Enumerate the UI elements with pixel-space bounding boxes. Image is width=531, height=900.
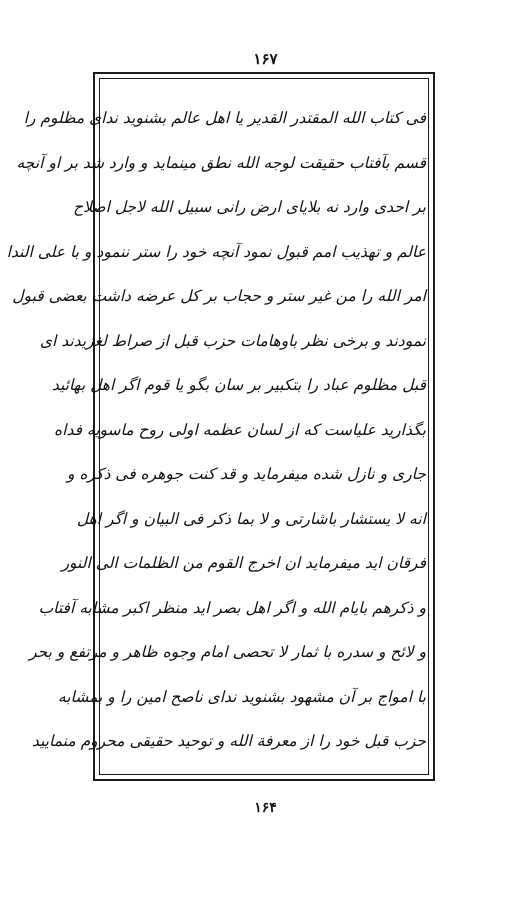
text-line: جاری و نازل شده میفرماید و قد کنت جوهره فی ذکره و [67, 465, 426, 483]
text-line: فرقان اید میفرماید ان اخرج القوم من الظلمات الی النور [61, 554, 426, 572]
text-line: فی کتاب الله المقتدر القدیر یا اهل عالم بشنوید ندای مظلوم را [23, 109, 426, 127]
text-line: بر احدی وارد نه بلایای ارض رانی سبیل الله لاجل اصلاح [73, 198, 426, 216]
page-number: ۱۶۷ [253, 50, 278, 68]
text-line: نمودند و برخی نظر باوهامات حزب قبل از صراط لغزیدند ای [39, 331, 426, 350]
text-line: امر الله را من غیر ستر و حجاب بر کل عرضه داشت بعضی قبول [12, 287, 426, 305]
text-line: حزب قبل خود را از معرفة الله و توحید حقیقی محروم منمایید [31, 732, 426, 750]
manuscript-text-block [6, 96, 426, 764]
text-line: و لائح و سدره با ثمار لا تحصی امام وجوه ظاهر و مرتفع و بحر [29, 643, 426, 661]
text-line: قبل مظلوم عباد را بتکبیر بر سان بگو یا قوم اگر اهل بهائید [51, 376, 426, 394]
text-line: با امواج بر آن مشهود بشنوید ندای ناصح امین را و بمشابه [57, 687, 426, 706]
text-line: قسم بآفتاب حقیقت لوجه الله نطق مینماید و وارد شد بر او آنچه [16, 153, 426, 172]
text-line: عالم و تهذیب امم قبول نمود آنچه خود را ستر ننمود و با علی الندا [6, 242, 426, 261]
text-line: انه لا یستشار باشارتی و لا بما ذکر فی البیان و اگر اهل [76, 509, 426, 528]
text-line: و ذکرهم بایام الله و اگر اهل بصر اید منظر اکبر مشابه آفتاب [38, 598, 426, 617]
text-line: بگذارید علیاست که از لسان عظمه اولی روح ماسویه فداه [54, 420, 426, 439]
footer-page-mark: ۱۶۴ [254, 800, 277, 816]
